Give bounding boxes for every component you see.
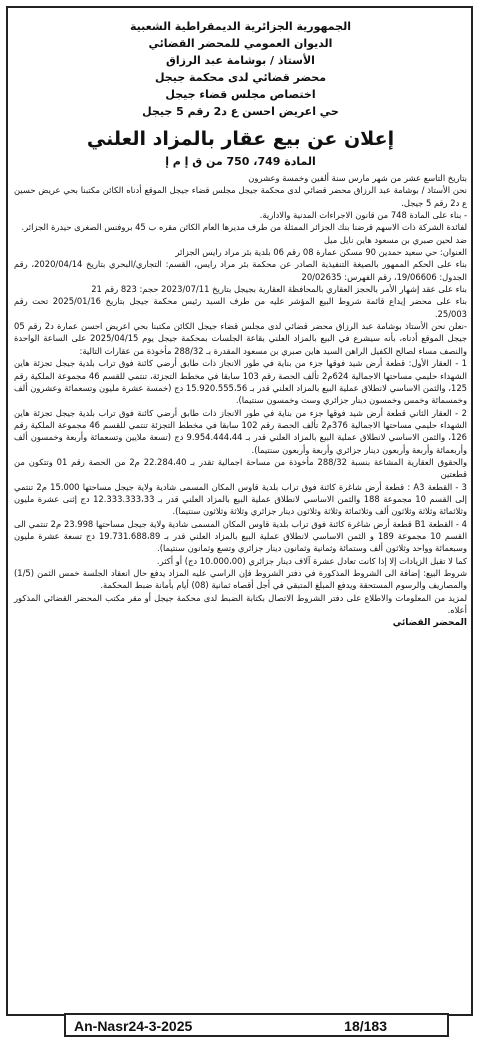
paragraph: بتاريخ التاسع عشر من شهر مارس سنة ألفين وخمسة وعشرون (248, 173, 467, 183)
paragraph: -نعلن نحن الأستاذ بوشامة عبد الرزاق محضر قضائي لدى مجلس قضاء جيجل الكائن مكتبنا بحي اعريض احسن عمارة د2 رقم 05 جيجل الموقع أدناه، بأنه سيشرع في البيع بالمزاد العلني بقاعة الجلسات بمحكمة جيجل يوم 2025/04/15 على الساعة الواحدة والنصف مساء لصالح الكفيل الراهن السيد هاين صبري بن مسعود المقدرة بـ 288/32 مأخوذة من عقارات التالية: (14, 321, 467, 356)
paragraph: لفائدة الشركة ذات الاسهم قرضنا بنك الجزائر الممثلة من طرف مديرها العام الكائن مقره ب 45 بروفنس الصغرى حيدرة الجزائر. (21, 222, 467, 233)
paragraph: 4 - القطعة B1 قطعة أرض شاغرة كائنة فوق تراب بلدية قاوس المكان المسمى شادية ولاية جيجل مساحتها 23.998 م2 تنتمي الى القسم 10 مجموعة 189 و الثمن الاساسي لانطلاق عملية البيع بالمزاد العلني قدر بـ 19.731.688،89 دج تسعة عشرة مليون وسبعمائة وواحد وثلاثون ألف وستمائة وثمانية وثمانون دينار جزائري وتسع وثمانون سنتيما). (14, 518, 468, 554)
paragraph: نحن الأستاذ / بوشامة عبد الرزاق محضر قضائي لدى محكمة جيجل مجلس قضاء جيجل الموقع أدناه الكائن مكتبنا بحي عريض حسين ع د2 رقم 5 جيجل. (14, 185, 467, 208)
notice-document (14, 18, 467, 628)
paragraph: شروط البيع: إضافة الى الشروط المذكورة في دفتر الشروط فإن الراسي عليه المزاد يدفع حال انعقاد الجلسة خمس الثمن (1/5) والمصاريف والرسوم المستحقة ويدفع المبلغ المتبقي في أجل أقصاه ثمانية (08) أيام بأمانة ضبط المحكمة. (14, 568, 467, 591)
header-line: اختصاص مجلس قضاء جيجل (165, 88, 316, 101)
paragraph: لمزيد من المعلومات والاطلاع على دفتر الشروط الاتصال بكتابة الضبط لدى محكمة جيجل أو مقر مكتب المحضر القضائي المذكور أعلاه. (14, 592, 467, 616)
header-line: الأستاذ / بوشامة عبد الرزاق (166, 54, 315, 67)
paragraph: بناء على عقد إشهار الأمر بالحجز العقاري بالمحافظة العقارية بجيجل بتاريخ 2023/07/11 حجم: 823 رقم 21 (91, 284, 467, 295)
header-block (14, 18, 467, 120)
header-line: الجمهورية الجزائرية الديمقراطية الشعبية (130, 20, 351, 33)
paragraph: بناء على الحكم الممهور بالصيغة التنفيذية الصادر عن محكمة بئر مراد رايس، القسم: التجاري/البحري بتاريخ 2020/04/14، رقم الجدول: 19/06606، رقم الفهرس: 20/02635 (14, 259, 467, 282)
paragraph: 1 - العقار الأول: قطعة أرض شيد فوقها جزء من بناية في طور الانجاز ذات طابق أرضي كائنة فوق تراب بلدية جيجل تجزئة هاين الشهداء حليمي مساحتها الاجمالية 624م2 تألف الحصة رقم 103 سابقا في مخطط التجزئة، تنتمي للقسم 46 مجموعة الملكية رقم 125، والثمن الاساسي لانطلاق عملية البيع بالمزاد العلني قدر بـ 15.920.555،56 دج (خمسة عشرة مليون وتسعمائة وعشرون ألف وخمسمائة وخمس وخمسون دينار جزائري وست وخمسون سنتيما). (14, 358, 467, 406)
header-line: الديوان العمومي للمحضر القضائي (148, 37, 333, 50)
paragraph: ضد لحين صبري بن مسعود هاين نايل ميل (323, 234, 467, 245)
article-reference: المادة 749، 750 من ق إ م إ (165, 155, 316, 168)
signature: المحضر القضائي (392, 618, 467, 629)
publication-footer (64, 1013, 449, 1037)
notice-body (14, 172, 467, 616)
paragraph: والحقوق العقارية المشاعة بنسبة 288/32 مأخوذة من مساحة اجمالية تقدر بـ 22.284،40 م2 من الحصة رقم 01 وتتكون من قطعتين (14, 456, 467, 480)
paragraph: بناء على محضر إيداع قائمة شروط البيع المؤشر عليه من طرف السيد رئيس محكمة جيجل بتاريخ 2025/01/16 تحت رقم 25/003. (14, 296, 467, 319)
paragraph: 3 - القطعة A3 : قطعة أرض شاغرة كائنة فوق تراب بلدية قاوس المكان المسمى شادية ولاية جيجل مساحتها 15.000 م2 تنتمي إلى القسم 10 مجموعة 188 والثمن الاساسي لانطلاق عملية البيع بالمزاد العلني قدر بـ 12.333.333،33 دج إثنى عشرة مليون وثلاثمائة وثلاثة وثلاثون ألف وثلاثمائة وثلاثة وثلاثون دينار جزائري وثلاثة وثلاثون سنتيما). (14, 481, 468, 517)
paragraph: 2 - العقار الثاني قطعة أرض شيد فوقها جزء من بناية في طور الانجاز ذات طابق أرضي كائنة فوق تراب بلدية جيجل تجزئة هاين الشهداء حليمي مساحتها الاجمالية 376م2 تألف الحصة رقم 102 سابقا في مخطط التجزئة تنتمي للقسم 46 مجموعة الملكية رقم 126، والثمن الاساسي لانطلاق عملية البيع بالمزاد العلني قدر بـ 9.954.444،44 دج (تسعة ملايين وتسعمائة وأربعة وخمسون ألف وأربعمائة وأربعة وأربعون دينار جزائري وأربعة وأربعون سنتيما). (14, 407, 467, 455)
page-number: 18/183 (344, 1018, 387, 1034)
paragraph: - بناء على المادة 748 من قانون الاجراءات المدنية والادارية. (259, 210, 467, 221)
publication-name: An-Nasr24-3-2025 (74, 1018, 193, 1034)
paragraph: العنوان: حي سعيد حمدين 90 مسكن عمارة 08 رقم 06 بلدية بئر مراد رايس الجزائر (175, 247, 467, 258)
header-line: محضر قضائي لدى محكمة جيجل (154, 71, 327, 84)
notice-title: إعلان عن بيع عقار بالمزاد العلني (86, 128, 395, 150)
header-line: حي اعريض احسن ع د2 رقم 5 جيجل (142, 105, 339, 118)
paragraph: كما لا تقبل الزيادات إلا إذا كانت تعادل عشرة آلاف دينار جزائري (10.000،00 دج) أو أكثر. (156, 555, 467, 566)
